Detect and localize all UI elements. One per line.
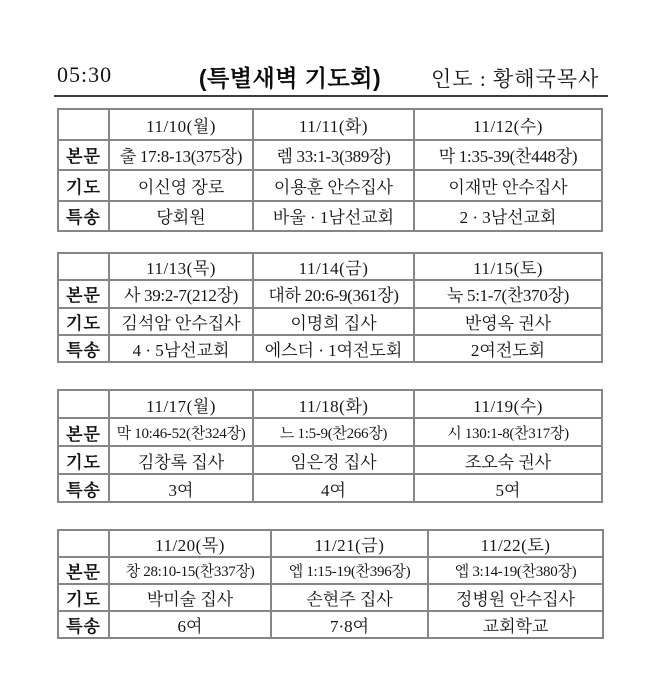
prayer-cell: 임은정 집사 bbox=[253, 446, 414, 474]
row-label-scripture: 본문 bbox=[58, 557, 109, 584]
header-divider bbox=[54, 95, 608, 97]
page-title-wrap bbox=[115, 60, 465, 93]
song-cell: 당회원 bbox=[109, 201, 253, 232]
corner-cell bbox=[58, 109, 109, 140]
song-cell: 2여전도회 bbox=[414, 335, 602, 362]
schedule-table-week3 bbox=[57, 389, 603, 503]
scripture-cell: 눅 5:1-7(찬370장) bbox=[414, 280, 602, 307]
scripture-row bbox=[58, 140, 602, 171]
song-cell: 7·8여 bbox=[271, 611, 428, 638]
row-label-scripture: 본문 bbox=[58, 140, 109, 171]
song-cell: 4여 bbox=[253, 474, 414, 502]
date-row bbox=[58, 109, 602, 140]
date-row bbox=[58, 530, 603, 557]
song-cell: 바울 · 1남선교회 bbox=[253, 201, 414, 232]
page-title: (특별새벽 기도회) bbox=[198, 65, 382, 91]
scripture-cell: 엡 3:14-19(찬380장) bbox=[428, 557, 603, 584]
corner-cell bbox=[58, 530, 109, 557]
date-cell: 11/22(토) bbox=[428, 530, 603, 557]
prayer-cell: 조오숙 권사 bbox=[414, 446, 602, 474]
date-cell: 11/14(금) bbox=[253, 253, 414, 280]
prayer-row bbox=[58, 584, 603, 611]
song-cell: 4 · 5남선교회 bbox=[109, 335, 253, 362]
row-label-song: 특송 bbox=[58, 474, 109, 502]
row-label-song: 특송 bbox=[58, 201, 109, 232]
row-label-prayer: 기도 bbox=[58, 446, 109, 474]
row-label-song: 특송 bbox=[58, 335, 109, 362]
song-cell: 6여 bbox=[109, 611, 271, 638]
prayer-cell: 이명희 집사 bbox=[253, 308, 414, 335]
date-row bbox=[58, 390, 602, 418]
prayer-row bbox=[58, 446, 602, 474]
song-cell: 교회학교 bbox=[428, 611, 603, 638]
date-cell: 11/20(목) bbox=[109, 530, 271, 557]
prayer-cell: 손현주 집사 bbox=[271, 584, 428, 611]
scripture-cell: 막 10:46-52(찬324장) bbox=[109, 418, 253, 446]
row-label-prayer: 기도 bbox=[58, 308, 109, 335]
corner-cell bbox=[58, 253, 109, 280]
prayer-cell: 정병원 안수집사 bbox=[428, 584, 603, 611]
date-cell: 11/13(목) bbox=[109, 253, 253, 280]
row-label-prayer: 기도 bbox=[58, 584, 109, 611]
date-cell: 11/19(수) bbox=[414, 390, 602, 418]
prayer-cell: 이재만 안수집사 bbox=[414, 170, 602, 201]
leader-text: 인도 : 황해국목사 bbox=[431, 67, 600, 91]
scripture-cell: 렘 33:1-3(389장) bbox=[253, 140, 414, 171]
song-row bbox=[58, 335, 602, 362]
scripture-row bbox=[58, 280, 602, 307]
scripture-cell: 느 1:5-9(찬266장) bbox=[253, 418, 414, 446]
scripture-row bbox=[58, 557, 603, 584]
scripture-cell: 엡 1:15-19(찬396장) bbox=[271, 557, 428, 584]
service-time: 05:30 bbox=[57, 62, 113, 87]
prayer-row bbox=[58, 308, 602, 335]
date-cell: 11/21(금) bbox=[271, 530, 428, 557]
song-cell: 3여 bbox=[109, 474, 253, 502]
corner-cell bbox=[58, 390, 109, 418]
row-label-scripture: 본문 bbox=[58, 418, 109, 446]
scripture-cell: 시 130:1-8(찬317장) bbox=[414, 418, 602, 446]
scripture-cell: 막 1:35-39(찬448장) bbox=[414, 140, 602, 171]
schedule-table-week4 bbox=[57, 529, 604, 639]
song-cell: 에스더 · 1여전도회 bbox=[253, 335, 414, 362]
schedule-table-week1 bbox=[57, 108, 603, 232]
row-label-prayer: 기도 bbox=[58, 170, 109, 201]
prayer-cell: 이용훈 안수집사 bbox=[253, 170, 414, 201]
prayer-cell: 반영옥 권사 bbox=[414, 308, 602, 335]
date-cell: 11/17(월) bbox=[109, 390, 253, 418]
date-row bbox=[58, 253, 602, 280]
prayer-cell: 이신영 장로 bbox=[109, 170, 253, 201]
prayer-cell: 김석암 안수집사 bbox=[109, 308, 253, 335]
song-cell: 5여 bbox=[414, 474, 602, 502]
row-label-song: 특송 bbox=[58, 611, 109, 638]
row-label-scripture: 본문 bbox=[58, 280, 109, 307]
scripture-cell: 대하 20:6-9(361장) bbox=[253, 280, 414, 307]
scripture-cell: 출 17:8-13(375장) bbox=[109, 140, 253, 171]
scripture-cell: 창 28:10-15(찬337장) bbox=[109, 557, 271, 584]
date-cell: 11/12(수) bbox=[414, 109, 602, 140]
prayer-cell: 김창록 집사 bbox=[109, 446, 253, 474]
song-row bbox=[58, 611, 603, 638]
prayer-row bbox=[58, 170, 602, 201]
date-cell: 11/10(월) bbox=[109, 109, 253, 140]
date-cell: 11/11(화) bbox=[253, 109, 414, 140]
scripture-cell: 사 39:2-7(212장) bbox=[109, 280, 253, 307]
schedule-table-week2 bbox=[57, 252, 603, 363]
date-cell: 11/18(화) bbox=[253, 390, 414, 418]
song-row bbox=[58, 474, 602, 502]
song-row bbox=[58, 201, 602, 232]
prayer-cell: 박미술 집사 bbox=[109, 584, 271, 611]
scripture-row bbox=[58, 418, 602, 446]
date-cell: 11/15(토) bbox=[414, 253, 602, 280]
song-cell: 2 · 3남선교회 bbox=[414, 201, 602, 232]
